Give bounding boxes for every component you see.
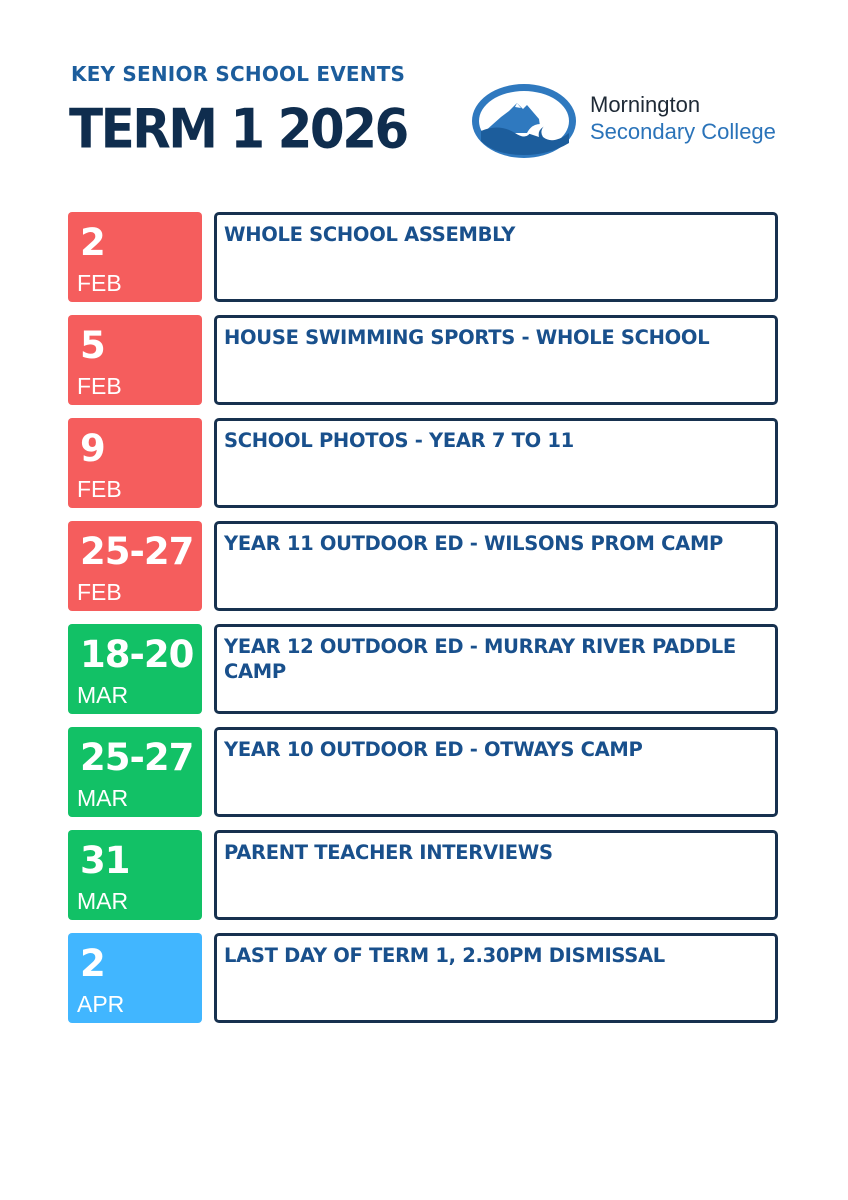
event-row [68, 212, 780, 302]
event-day: 2 [80, 221, 105, 264]
event-card [214, 727, 778, 817]
event-day: 25-27 [80, 736, 194, 779]
event-day: 25-27 [80, 530, 194, 573]
event-month: APR [77, 991, 125, 1017]
header-subtitle: KEY SENIOR SCHOOL EVENTS [71, 62, 406, 86]
event-title: SCHOOL PHOTOS - YEAR 7 TO 11 [224, 429, 574, 452]
date-badge [68, 521, 202, 611]
event-title: LAST DAY OF TERM 1, 2.30PM DISMISSAL [224, 944, 665, 967]
event-month: FEB [77, 476, 122, 502]
event-title: PARENT TEACHER INTERVIEWS [224, 841, 553, 864]
event-row [68, 933, 780, 1023]
event-card [214, 315, 778, 405]
event-day: 5 [80, 324, 105, 367]
event-card [214, 521, 778, 611]
event-day: 18-20 [80, 633, 194, 676]
logo-college: Secondary College [590, 119, 776, 144]
event-day: 9 [80, 427, 105, 470]
event-row [68, 521, 780, 611]
event-day: 31 [80, 839, 130, 882]
event-card [214, 418, 778, 508]
event-month: FEB [77, 270, 122, 296]
event-month: FEB [77, 373, 122, 399]
date-badge [68, 727, 202, 817]
event-card [214, 933, 778, 1023]
event-row [68, 315, 780, 405]
date-badge [68, 212, 202, 302]
logo-name: Mornington [590, 92, 701, 117]
date-badge [68, 418, 202, 508]
event-day: 2 [80, 942, 105, 985]
mountain-wave-oval-icon [469, 81, 579, 161]
event-row [68, 418, 780, 508]
date-badge [68, 624, 202, 714]
date-badge [68, 830, 202, 920]
page-title: TERM 1 2026 [69, 97, 407, 161]
event-title: YEAR 12 OUTDOOR ED - MURRAY RIVER PADDLE CAMP [224, 635, 736, 683]
event-card [214, 212, 778, 302]
event-month: FEB [77, 579, 122, 605]
event-month: MAR [77, 888, 129, 914]
event-list [68, 212, 780, 1036]
event-month: MAR [77, 785, 129, 811]
event-title: YEAR 10 OUTDOOR ED - OTWAYS CAMP [224, 738, 643, 761]
event-row [68, 727, 780, 817]
school-logo-text [590, 92, 776, 146]
event-row [68, 830, 780, 920]
event-row [68, 624, 780, 714]
event-title: WHOLE SCHOOL ASSEMBLY [224, 223, 516, 246]
event-title: HOUSE SWIMMING SPORTS - WHOLE SCHOOL [224, 326, 710, 349]
event-month: MAR [77, 682, 129, 708]
date-badge [68, 933, 202, 1023]
event-title: YEAR 11 OUTDOOR ED - WILSONS PROM CAMP [224, 532, 724, 555]
date-badge [68, 315, 202, 405]
event-card [214, 624, 778, 714]
event-card [214, 830, 778, 920]
